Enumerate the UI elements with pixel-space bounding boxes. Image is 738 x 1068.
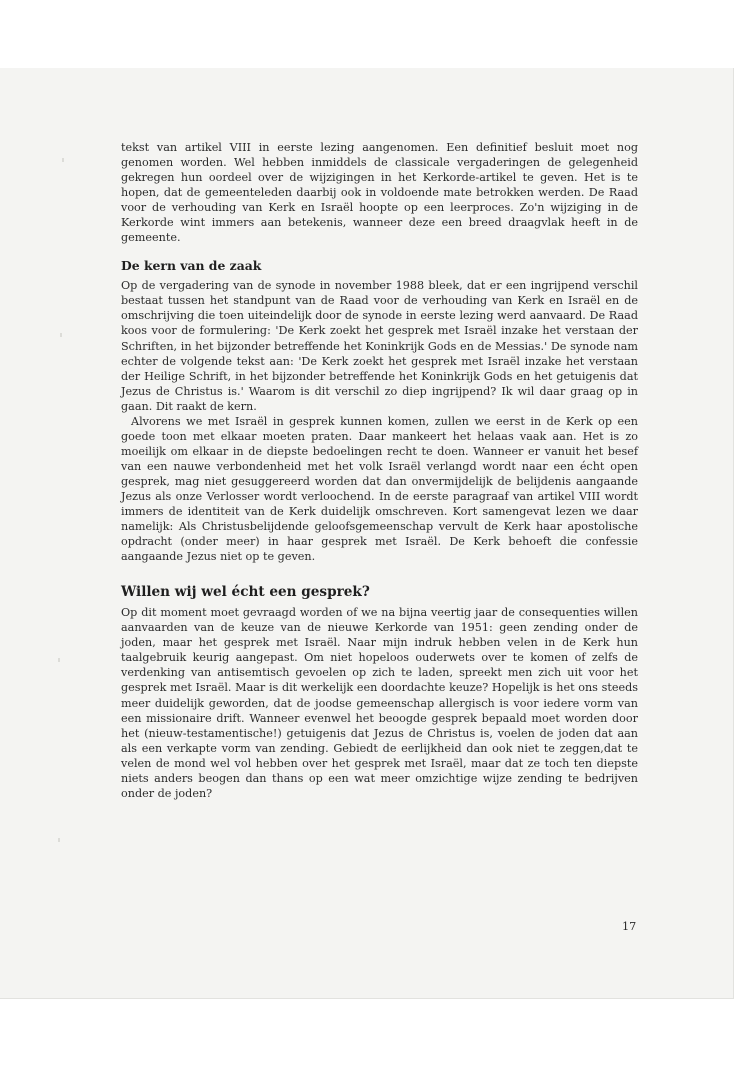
paragraph-kern-2: Alvorens we met Israël in gesprek kunnen komen, zullen we eerst in de Kerk op een goede toon met elkaar moeten praten. Daar mankeert het helaas vaak aan. Het is zo moeilijk om elkaar in de diepste bedoelingen recht te doen. Wanneer er vanuit het besef van een nauwe verbondenheid met het volk Israël verlangd wordt naar een écht open gesprek, mag niet gesuggereerd worden dat dan onvermijdelijk de belijdenis aangaande Jezus als onze Verlosser wordt verloochend. In de eerste paragraaf van artikel VIII wordt immers de identiteit van de Kerk duidelijk omschreven. Kort samengevat lezen we daar namelijk: Als Christusbelijdende geloofsgemeenschap vervult de Kerk haar apostolische opdracht (onder meer) in haar gesprek met Israël. De Kerk behoeft die confessie aangaande Jezus niet op te geven.	[121, 414, 638, 564]
scan-speck	[62, 158, 64, 162]
paragraph-intro: tekst van artikel VIII in eerste lezing aangenomen. Een definitief besluit moet nog genomen worden. Wel hebben inmiddels de classicale vergaderingen de gelegenheid gekregen hun oordeel over de wijzigingen in het Kerkorde-artikel te geven. Het is te hopen, dat de gemeenteleden daarbij ook in voldoende mate betrokken werden. De Raad voor de verhouding van Kerk en Israël hoopte op een leerproces. Zo'n wijziging in de Kerkorde wint immers aan betekenis, wanneer deze een breed draagvlak heeft in de gemeente.	[121, 141, 638, 245]
section-heading-willen: Willen wij wel écht een gesprek?	[121, 584, 370, 601]
paragraph-willen-1: Op dit moment moet gevraagd worden of we na bijna veertig jaar de consequenties willen aanvaarden van de keuze van de nieuwe Kerkorde van 1951: geen zending onder de joden, maar het gesprek met Israël. Naar mijn indruk hebben velen in de Kerk hun taalgebruik keurig aangepast. Om niet hopeloos ouderwets over te komen of zelfs de verdenking van antisemtisch gevoelen op zich te laden, spreekt men zich uit voor het gesprek met Israël. Maar is dit werkelijk een doordachte keuze? Hopelijk is het ons steeds meer duidelijk geworden, dat de joodse gemeenschap allergisch is voor iedere vorm van een missionaire drift. Wanneer evenwel het beoogde gesprek bepaald moet worden door het (nieuw-testamentische!) getuigenis dat Jezus de Christus is, voelen de joden dat aan als een verkapte vorm van zending. Gebiedt de eerlijkheid dan ook niet te zeggen,dat te velen de mond wel vol hebben over het gesprek met Israël, maar dat ze toch ten diepste niets anders beogen dan thans op een wat meer omzichtige wijze zending te bedrijven onder de joden?	[121, 606, 638, 800]
section-heading-kern: De kern van de zaak	[121, 258, 262, 274]
text-column	[121, 140, 638, 801]
page-number: 17	[622, 920, 637, 933]
paragraph-kern-1: Op de vergadering van de synode in november 1988 bleek, dat er een ingrijpend verschil bestaat tussen het standpunt van de Raad voor de verhouding van Kerk en Israël en de omschrijving die toen uiteindelijk door de synode in eerste lezing werd aanvaard. De Raad koos voor de formulering: 'De Kerk zoekt het gesprek met Israël inzake het verstaan der Schriften, in het bijzonder betreffende het Koninkrijk Gods en de Messias.' De synode nam echter de volgende tekst aan: 'De Kerk zoekt het gesprek met Israël inzake het verstaan der Heilige Schrift, in het bijzonder betreffende het Koninkrijk Gods en het getuigenis dat Jezus de Christus is.' Waarom is dit verschil zo diep ingrijpend? Ik wil daar graag op in gaan. Dit raakt de kern.	[121, 279, 638, 413]
scan-speck	[58, 658, 60, 662]
scan-speck	[60, 333, 62, 337]
scan-speck	[58, 838, 60, 842]
